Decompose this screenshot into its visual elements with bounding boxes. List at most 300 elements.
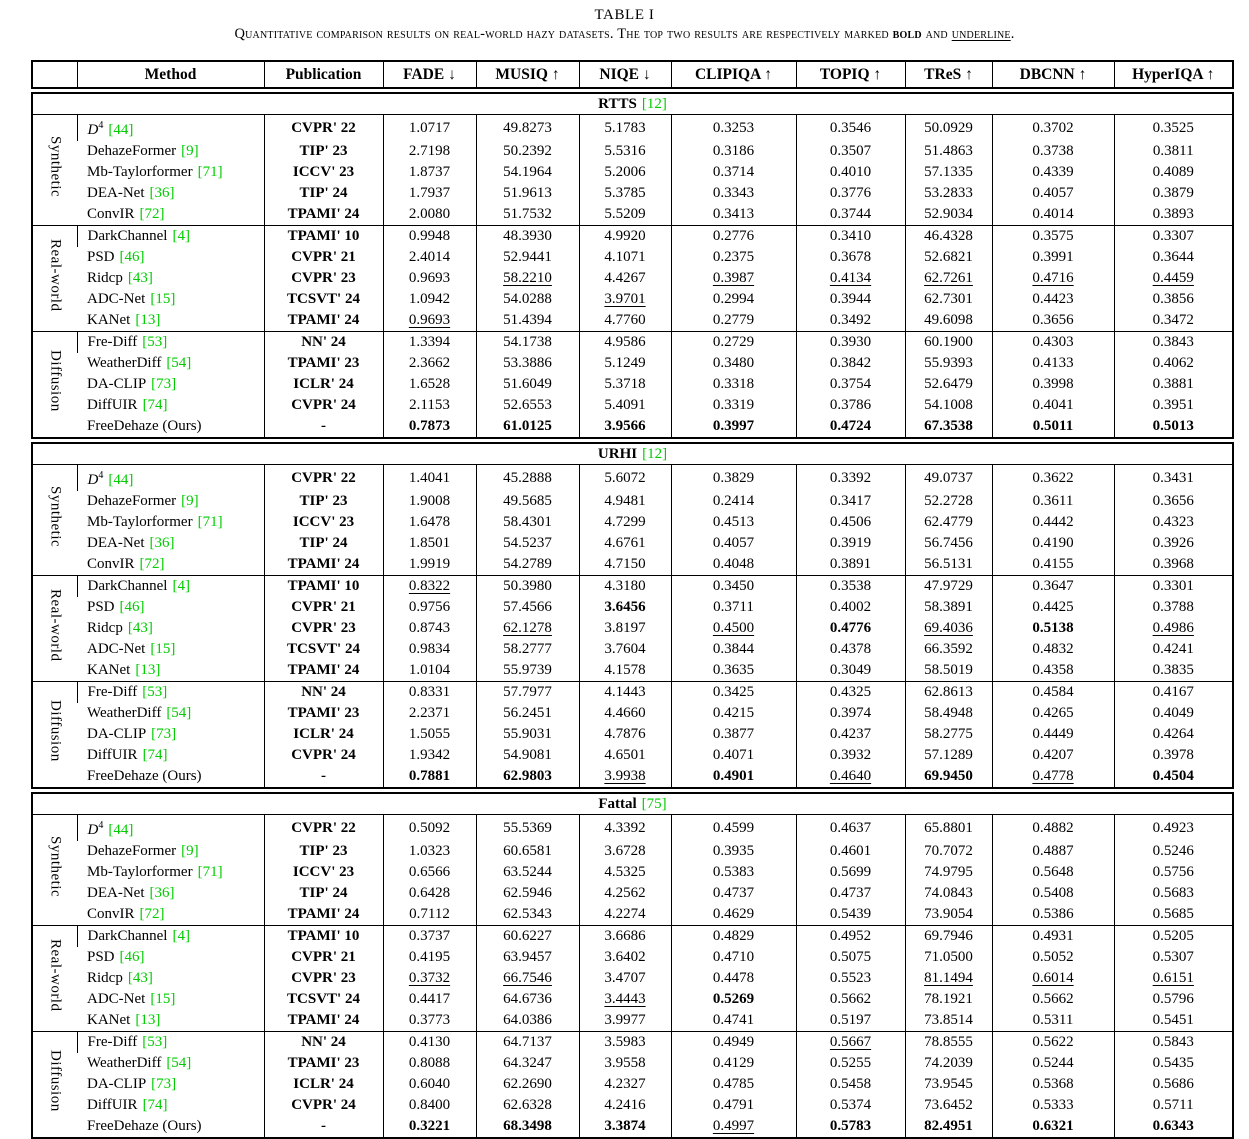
value-cell: 0.4339 xyxy=(992,162,1114,183)
table-row xyxy=(32,416,1233,438)
value-cell: 0.4303 xyxy=(992,332,1114,354)
method-name: Fre-Diff xyxy=(87,1034,138,1050)
table-row xyxy=(32,947,1233,968)
value-cell: 0.4997 xyxy=(671,1116,796,1138)
publication-cell: CVPR' 22 xyxy=(264,115,383,142)
value-cell: 1.0104 xyxy=(383,660,476,682)
table-row xyxy=(32,815,1233,842)
publication-cell: TIP' 23 xyxy=(264,841,383,862)
group-label: Synthetic xyxy=(47,485,64,548)
value-cell: 0.5699 xyxy=(796,862,905,883)
method-name: D xyxy=(87,472,99,488)
value-cell: 1.6478 xyxy=(383,512,476,533)
method-name: ADC-Net xyxy=(87,641,146,657)
value-cell: 0.4089 xyxy=(1114,162,1233,183)
value-cell: 0.3844 xyxy=(671,639,796,660)
publication-cell: ICLR' 24 xyxy=(264,1074,383,1095)
publication-cell: CVPR' 24 xyxy=(264,745,383,766)
dataset-section-table xyxy=(31,92,1234,439)
value-cell: 0.5662 xyxy=(796,989,905,1010)
value-cell: 62.6328 xyxy=(476,1095,579,1116)
table-row xyxy=(32,1116,1233,1138)
value-cell: 3.4443 xyxy=(579,989,671,1010)
value-cell: 0.3893 xyxy=(1114,204,1233,226)
value-cell: 0.4931 xyxy=(992,926,1114,948)
dataset-citation: [12] xyxy=(641,96,667,112)
publication-cell: - xyxy=(264,416,383,438)
value-cell: 0.4442 xyxy=(992,512,1114,533)
column-header: DBCNN ↑ xyxy=(992,61,1114,88)
publication-cell: CVPR' 23 xyxy=(264,268,383,289)
value-cell: 0.4423 xyxy=(992,289,1114,310)
value-cell: 53.2833 xyxy=(905,183,992,204)
group-label-cell xyxy=(32,332,77,439)
group-label-cell xyxy=(32,815,77,926)
method-citation: [74] xyxy=(142,1097,168,1113)
value-cell: 0.3951 xyxy=(1114,395,1233,416)
value-cell: 54.0288 xyxy=(476,289,579,310)
value-cell: 0.5013 xyxy=(1114,416,1233,438)
value-cell: 52.9034 xyxy=(905,204,992,226)
value-cell: 0.3744 xyxy=(796,204,905,226)
method-citation: [4] xyxy=(172,578,190,594)
publication-cell: TPAMI' 10 xyxy=(264,226,383,248)
value-cell: 0.4241 xyxy=(1114,639,1233,660)
table-row xyxy=(32,989,1233,1010)
value-cell: 0.5374 xyxy=(796,1095,905,1116)
method-name: DA-CLIP xyxy=(87,726,147,742)
value-cell: 0.4195 xyxy=(383,947,476,968)
value-cell: 78.1921 xyxy=(905,989,992,1010)
value-cell: 0.4325 xyxy=(796,682,905,704)
publication-cell: NN' 24 xyxy=(264,1032,383,1054)
value-cell: 0.5333 xyxy=(992,1095,1114,1116)
method-name: DiffUIR xyxy=(87,747,138,763)
value-cell: 0.4901 xyxy=(671,766,796,788)
value-cell: 0.4207 xyxy=(992,745,1114,766)
value-cell: 4.5325 xyxy=(579,862,671,883)
caption-text: and xyxy=(921,26,952,42)
method-name: FreeDehaze (Ours) xyxy=(87,768,202,784)
dataset-citation: [75] xyxy=(641,796,667,812)
value-cell: 74.9795 xyxy=(905,862,992,883)
value-cell: 69.9450 xyxy=(905,766,992,788)
table-row xyxy=(32,310,1233,332)
method-name: Ridcp xyxy=(87,270,123,286)
method-citation: [4] xyxy=(172,228,190,244)
value-cell: 0.8743 xyxy=(383,618,476,639)
value-cell: 0.3492 xyxy=(796,310,905,332)
method-name: DiffUIR xyxy=(87,397,138,413)
value-cell: 54.1738 xyxy=(476,332,579,354)
value-cell: 0.5783 xyxy=(796,1116,905,1138)
value-cell: 0.8331 xyxy=(383,682,476,704)
method-citation: [53] xyxy=(142,684,168,700)
publication-cell: TPAMI' 24 xyxy=(264,660,383,682)
table-row xyxy=(32,1095,1233,1116)
value-cell: 0.4716 xyxy=(992,268,1114,289)
value-cell: 49.5685 xyxy=(476,491,579,512)
value-cell: 0.3879 xyxy=(1114,183,1233,204)
value-cell: 0.4949 xyxy=(671,1032,796,1054)
publication-cell: CVPR' 23 xyxy=(264,618,383,639)
value-cell: 0.3450 xyxy=(671,576,796,598)
value-cell: 0.5796 xyxy=(1114,989,1233,1010)
table-title: TABLE I xyxy=(594,7,655,23)
value-cell: 0.3656 xyxy=(992,310,1114,332)
value-cell: 0.5408 xyxy=(992,883,1114,904)
value-cell: 47.9729 xyxy=(905,576,992,598)
publication-cell: TPAMI' 24 xyxy=(264,904,383,926)
value-cell: 0.5523 xyxy=(796,968,905,989)
value-cell: 0.5685 xyxy=(1114,904,1233,926)
value-cell: 0.3678 xyxy=(796,247,905,268)
value-cell: 0.3926 xyxy=(1114,533,1233,554)
value-cell: 0.3575 xyxy=(992,226,1114,248)
value-cell: 49.8273 xyxy=(476,115,579,142)
publication-cell: TPAMI' 23 xyxy=(264,703,383,724)
value-cell: 4.2562 xyxy=(579,883,671,904)
value-cell: 0.3644 xyxy=(1114,247,1233,268)
value-cell: 5.5209 xyxy=(579,204,671,226)
method-citation: [73] xyxy=(151,376,177,392)
value-cell: 0.3711 xyxy=(671,597,796,618)
value-cell: 0.4425 xyxy=(992,597,1114,618)
value-cell: 0.4378 xyxy=(796,639,905,660)
value-cell: 4.1578 xyxy=(579,660,671,682)
method-citation: [46] xyxy=(119,599,145,615)
value-cell: 58.2777 xyxy=(476,639,579,660)
method-citation: [44] xyxy=(108,472,134,488)
value-cell: 0.4071 xyxy=(671,745,796,766)
value-cell: 0.4417 xyxy=(383,989,476,1010)
value-cell: 4.9920 xyxy=(579,226,671,248)
value-cell: 3.4707 xyxy=(579,968,671,989)
method-citation: [54] xyxy=(166,1055,192,1071)
value-cell: 0.4041 xyxy=(992,395,1114,416)
method-citation: [74] xyxy=(142,397,168,413)
value-cell: 0.3732 xyxy=(383,968,476,989)
value-cell: 0.7873 xyxy=(383,416,476,438)
value-cell: 73.9545 xyxy=(905,1074,992,1095)
value-cell: 0.4791 xyxy=(671,1095,796,1116)
value-cell: 0.4513 xyxy=(671,512,796,533)
value-cell: 65.8801 xyxy=(905,815,992,842)
value-cell: 0.5269 xyxy=(671,989,796,1010)
method-cell xyxy=(77,618,264,639)
method-name: Ridcp xyxy=(87,620,123,636)
value-cell: 70.7072 xyxy=(905,841,992,862)
value-cell: 54.9081 xyxy=(476,745,579,766)
method-citation: [9] xyxy=(181,493,199,509)
value-cell: 0.2779 xyxy=(671,310,796,332)
column-header: TReS ↑ xyxy=(905,61,992,88)
column-header: MUSIQ ↑ xyxy=(476,61,579,88)
value-cell: 78.8555 xyxy=(905,1032,992,1054)
value-cell: 0.3301 xyxy=(1114,576,1233,598)
publication-cell: CVPR' 24 xyxy=(264,1095,383,1116)
value-cell: 0.6343 xyxy=(1114,1116,1233,1138)
value-cell: 51.4394 xyxy=(476,310,579,332)
value-cell: 0.3991 xyxy=(992,247,1114,268)
publication-cell: CVPR' 22 xyxy=(264,815,383,842)
value-cell: 0.9834 xyxy=(383,639,476,660)
table-row xyxy=(32,268,1233,289)
value-cell: 0.4506 xyxy=(796,512,905,533)
value-cell: 1.9008 xyxy=(383,491,476,512)
value-cell: 0.5092 xyxy=(383,815,476,842)
value-cell: 0.3253 xyxy=(671,115,796,142)
method-name: DEA-Net xyxy=(87,535,145,551)
value-cell: 0.4478 xyxy=(671,968,796,989)
method-name: Fre-Diff xyxy=(87,334,138,350)
method-cell xyxy=(77,554,264,576)
value-cell: 5.6072 xyxy=(579,465,671,492)
value-cell: 3.9938 xyxy=(579,766,671,788)
group-label-cell xyxy=(32,226,77,332)
table-row xyxy=(32,618,1233,639)
value-cell: 0.2729 xyxy=(671,332,796,354)
value-cell: 3.9701 xyxy=(579,289,671,310)
value-cell: 55.9739 xyxy=(476,660,579,682)
dataset-header-cell xyxy=(32,793,1233,815)
publication-cell: ICLR' 24 xyxy=(264,374,383,395)
value-cell: 0.4882 xyxy=(992,815,1114,842)
value-cell: 0.3538 xyxy=(796,576,905,598)
table-row xyxy=(32,841,1233,862)
table-row xyxy=(32,512,1233,533)
value-cell: 0.3507 xyxy=(796,141,905,162)
value-cell: 0.4049 xyxy=(1114,703,1233,724)
value-cell: 74.0843 xyxy=(905,883,992,904)
table-row xyxy=(32,162,1233,183)
value-cell: 0.3472 xyxy=(1114,310,1233,332)
results-table xyxy=(31,60,1234,1139)
value-cell: 0.3413 xyxy=(671,204,796,226)
column-header: FADE ↓ xyxy=(383,61,476,88)
value-cell: 0.5244 xyxy=(992,1053,1114,1074)
value-cell: 51.7532 xyxy=(476,204,579,226)
method-name: DEA-Net xyxy=(87,885,145,901)
value-cell: 0.4264 xyxy=(1114,724,1233,745)
table-row xyxy=(32,926,1233,948)
publication-cell: TPAMI' 24 xyxy=(264,554,383,576)
group-label-cell xyxy=(32,1032,77,1139)
publication-cell: CVPR' 22 xyxy=(264,465,383,492)
method-citation: [9] xyxy=(181,143,199,159)
method-citation: [44] xyxy=(108,122,134,138)
value-cell: 1.0323 xyxy=(383,841,476,862)
table-row xyxy=(32,183,1233,204)
value-cell: 0.3480 xyxy=(671,353,796,374)
publication-cell: CVPR' 21 xyxy=(264,947,383,968)
value-cell: 0.3635 xyxy=(671,660,796,682)
method-name: ConvIR xyxy=(87,206,135,222)
value-cell: 0.5439 xyxy=(796,904,905,926)
publication-cell: TPAMI' 24 xyxy=(264,204,383,226)
value-cell: 73.6452 xyxy=(905,1095,992,1116)
value-cell: 0.3919 xyxy=(796,533,905,554)
value-cell: 51.6049 xyxy=(476,374,579,395)
value-cell: 0.8322 xyxy=(383,576,476,598)
method-name: DehazeFormer xyxy=(87,843,177,859)
value-cell: 58.4301 xyxy=(476,512,579,533)
method-cell xyxy=(77,1010,264,1032)
table-row xyxy=(32,533,1233,554)
value-cell: 0.4167 xyxy=(1114,682,1233,704)
value-cell: 0.4637 xyxy=(796,815,905,842)
method-citation: [43] xyxy=(127,970,153,986)
value-cell: 0.3392 xyxy=(796,465,905,492)
method-name: DehazeFormer xyxy=(87,493,177,509)
method-name: DarkChannel xyxy=(87,578,168,594)
caption-bold-word: bold xyxy=(892,26,922,42)
value-cell: 0.5197 xyxy=(796,1010,905,1032)
value-cell: 0.4923 xyxy=(1114,815,1233,842)
value-cell: 0.4048 xyxy=(671,554,796,576)
publication-cell: TIP' 24 xyxy=(264,883,383,904)
method-name: DarkChannel xyxy=(87,228,168,244)
value-cell: 0.3525 xyxy=(1114,115,1233,142)
value-cell: 58.2210 xyxy=(476,268,579,289)
method-name: D xyxy=(87,122,99,138)
caption-underline-word: underline xyxy=(951,26,1011,42)
value-cell: 4.7760 xyxy=(579,310,671,332)
table-row xyxy=(32,353,1233,374)
dataset-name: URHI xyxy=(597,446,638,462)
value-cell: 0.5011 xyxy=(992,416,1114,438)
value-cell: 0.3856 xyxy=(1114,289,1233,310)
value-cell: 0.3307 xyxy=(1114,226,1233,248)
method-cell xyxy=(77,226,264,248)
method-cell xyxy=(77,374,264,395)
value-cell: 1.9342 xyxy=(383,745,476,766)
method-cell xyxy=(77,766,264,788)
value-cell: 1.0942 xyxy=(383,289,476,310)
value-cell: 2.2371 xyxy=(383,703,476,724)
group-label-cell xyxy=(32,576,77,682)
publication-cell: CVPR' 23 xyxy=(264,968,383,989)
value-cell: 0.3932 xyxy=(796,745,905,766)
value-cell: 0.4829 xyxy=(671,926,796,948)
table-row xyxy=(32,576,1233,598)
dataset-header-row xyxy=(32,443,1233,465)
value-cell: 62.7301 xyxy=(905,289,992,310)
value-cell: 54.1008 xyxy=(905,395,992,416)
publication-cell: TIP' 24 xyxy=(264,183,383,204)
publication-cell: NN' 24 xyxy=(264,682,383,704)
table-row xyxy=(32,1074,1233,1095)
method-cell xyxy=(77,947,264,968)
value-cell: 4.1443 xyxy=(579,682,671,704)
table-row xyxy=(32,289,1233,310)
column-header: HyperIQA ↑ xyxy=(1114,61,1233,88)
value-cell: 0.4710 xyxy=(671,947,796,968)
value-cell: 50.3980 xyxy=(476,576,579,598)
value-cell: 0.5052 xyxy=(992,947,1114,968)
value-cell: 5.1249 xyxy=(579,353,671,374)
caption-text: Quantitative comparison results on real-world hazy datasets. The top two results are respectively marked xyxy=(234,26,893,42)
method-citation: [13] xyxy=(135,662,161,678)
method-citation: [13] xyxy=(135,312,161,328)
method-name: DarkChannel xyxy=(87,928,168,944)
method-citation: [43] xyxy=(127,270,153,286)
value-cell: 51.9613 xyxy=(476,183,579,204)
group-label: Diffusion xyxy=(47,350,64,412)
method-cell xyxy=(77,883,264,904)
value-cell: 0.4449 xyxy=(992,724,1114,745)
value-cell: 0.5458 xyxy=(796,1074,905,1095)
method-name: DiffUIR xyxy=(87,1097,138,1113)
method-cell xyxy=(77,745,264,766)
method-name: ADC-Net xyxy=(87,291,146,307)
value-cell: 0.3968 xyxy=(1114,554,1233,576)
group-label: Real-world xyxy=(47,238,64,312)
value-cell: 0.5711 xyxy=(1114,1095,1233,1116)
value-cell: 0.3738 xyxy=(992,141,1114,162)
method-name: WeatherDiff xyxy=(87,355,162,371)
value-cell: 0.3842 xyxy=(796,353,905,374)
value-cell: 0.4952 xyxy=(796,926,905,948)
value-cell: 0.3702 xyxy=(992,115,1114,142)
method-citation: [73] xyxy=(151,1076,177,1092)
value-cell: 0.3974 xyxy=(796,703,905,724)
value-cell: 1.5055 xyxy=(383,724,476,745)
table-row xyxy=(32,703,1233,724)
value-cell: 0.4130 xyxy=(383,1032,476,1054)
method-cell xyxy=(77,162,264,183)
value-cell: 66.3592 xyxy=(905,639,992,660)
column-header: Method xyxy=(77,61,264,88)
publication-cell: TIP' 23 xyxy=(264,141,383,162)
table-row xyxy=(32,395,1233,416)
value-cell: 0.5667 xyxy=(796,1032,905,1054)
value-cell: 0.3754 xyxy=(796,374,905,395)
value-cell: 73.8514 xyxy=(905,1010,992,1032)
method-cell xyxy=(77,989,264,1010)
value-cell: 55.9393 xyxy=(905,353,992,374)
method-superscript: 4 xyxy=(98,820,104,831)
method-cell xyxy=(77,597,264,618)
method-cell xyxy=(77,353,264,374)
value-cell: 0.4500 xyxy=(671,618,796,639)
value-cell: 62.5946 xyxy=(476,883,579,904)
value-cell: 0.9693 xyxy=(383,310,476,332)
value-cell: 67.3538 xyxy=(905,416,992,438)
value-cell: 0.4640 xyxy=(796,766,905,788)
group-label: Synthetic xyxy=(47,135,64,198)
value-cell: 0.4737 xyxy=(796,883,905,904)
method-cell xyxy=(77,1116,264,1138)
value-cell: 4.3392 xyxy=(579,815,671,842)
method-cell xyxy=(77,310,264,332)
value-cell: 61.0125 xyxy=(476,416,579,438)
value-cell: 0.2994 xyxy=(671,289,796,310)
method-citation: [43] xyxy=(127,620,153,636)
method-cell xyxy=(77,703,264,724)
dataset-header-cell xyxy=(32,443,1233,465)
value-cell: 2.7198 xyxy=(383,141,476,162)
method-cell xyxy=(77,1074,264,1095)
value-cell: 58.5019 xyxy=(905,660,992,682)
table-row xyxy=(32,883,1233,904)
table-row xyxy=(32,745,1233,766)
publication-cell: CVPR' 21 xyxy=(264,597,383,618)
value-cell: 71.0500 xyxy=(905,947,992,968)
dataset-section-table xyxy=(31,792,1234,1139)
method-name: FreeDehaze (Ours) xyxy=(87,418,202,434)
value-cell: 1.7937 xyxy=(383,183,476,204)
